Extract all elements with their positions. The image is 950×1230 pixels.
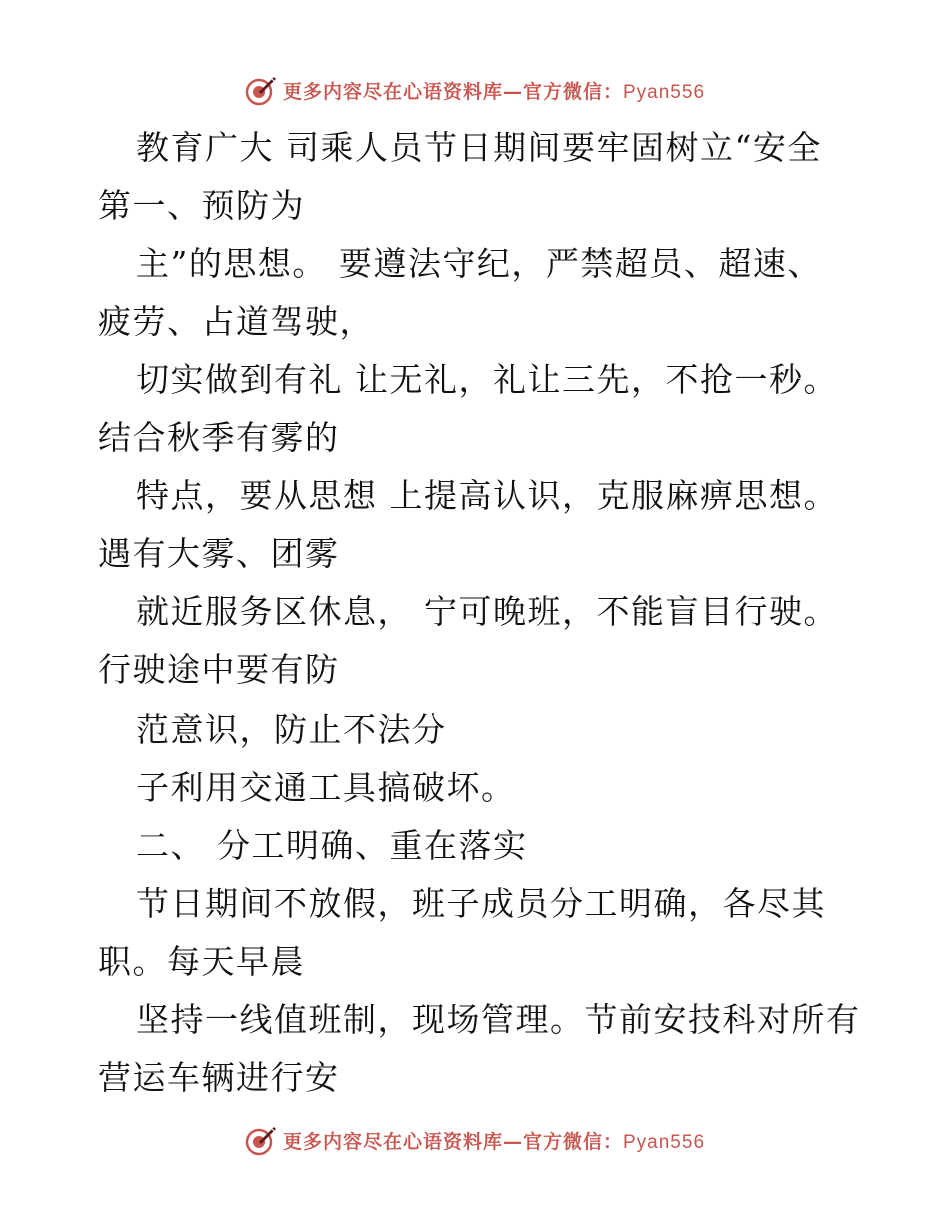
watermark-label: 更多内容尽在心语资料库—官方微信： — [282, 1130, 623, 1153]
watermark-id: Pyan556 — [623, 1131, 706, 1153]
text-line: 第一、预防为 — [98, 186, 305, 225]
text-line: 切实做到有礼 让无礼，礼让三先，不抢一秒。 — [136, 360, 838, 399]
header-watermark — [0, 70, 950, 110]
text-line: 特点，要从思想 上提高认识，克服麻痹思想。 — [136, 476, 838, 515]
text-line: 节日期间不放假，班子成员分工明确，各尽其 — [136, 884, 826, 923]
pen-logo-icon — [245, 1124, 277, 1156]
text-line: 营运车辆进行安 — [98, 1058, 340, 1097]
text-line: 结合秋季有雾的 — [98, 418, 340, 457]
text-line: 疲劳、占道驾驶， — [98, 302, 374, 341]
text-line: 坚持一线值班制，现场管理。节前安技科对所有 — [136, 1000, 861, 1039]
text-line: 子利用交通工具搞破坏。 — [136, 768, 516, 807]
text-line: 教育广大 司乘人员节日期间要牢固树立“安全 — [136, 128, 822, 167]
text-line: 范意识，防止不法分 — [136, 710, 447, 749]
watermark-label: 更多内容尽在心语资料库—官方微信： — [282, 80, 623, 103]
section-heading: 二、 分工明确、重在落实 — [136, 826, 528, 865]
watermark-text — [283, 1127, 705, 1154]
footer-watermark — [0, 1120, 950, 1160]
text-line: 主”的思想。 要遵法守纪，严禁超员、超速、 — [136, 244, 822, 283]
text-line: 行驶途中要有防 — [98, 650, 340, 689]
watermark-id: Pyan556 — [623, 81, 706, 103]
text-line: 遇有大雾、团雾 — [98, 534, 340, 573]
pen-logo-icon — [245, 74, 277, 106]
text-line: 就近服务区休息， 宁可晚班，不能盲目行驶。 — [136, 592, 838, 631]
text-line: 职。每天早晨 — [98, 942, 305, 981]
watermark-text — [283, 77, 705, 104]
